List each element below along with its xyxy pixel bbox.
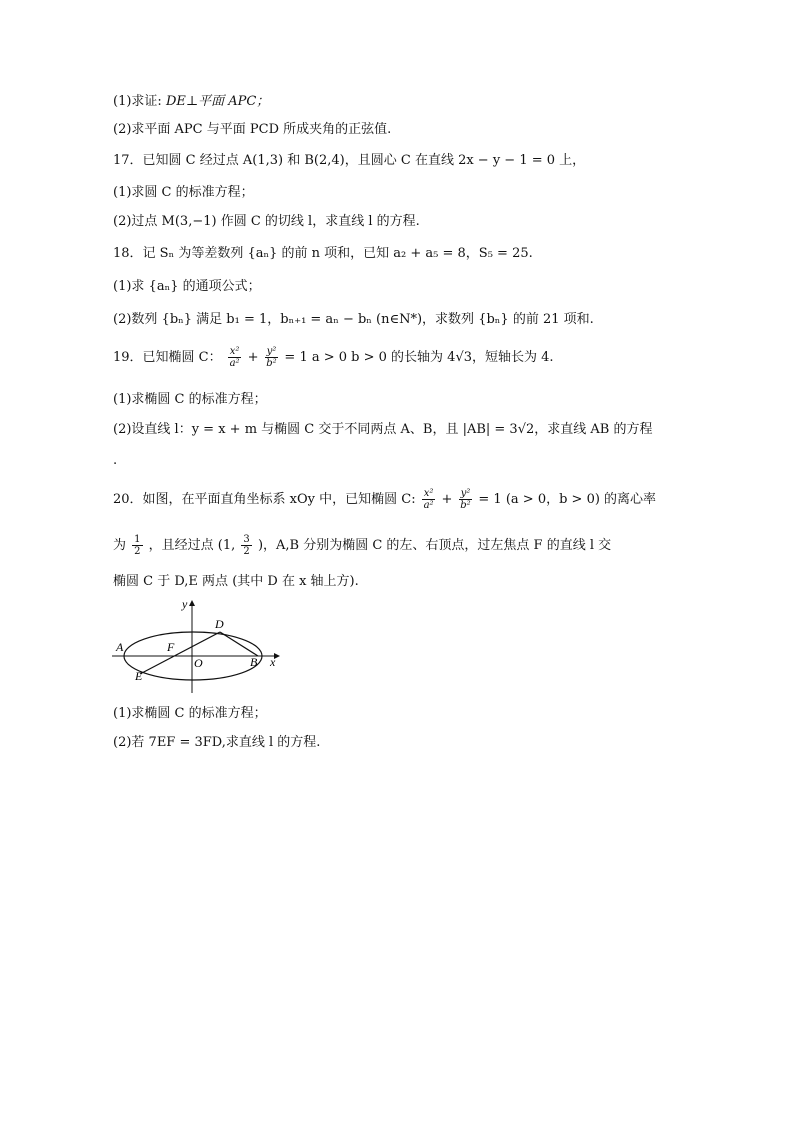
p19-stem (113, 346, 554, 369)
p20-frac-point-num: 3 (243, 534, 250, 545)
p20-stem-b: = 1 (a > 0，b > 0) 的离心率 (478, 492, 657, 507)
p16-part1-text: (1)求证: (113, 94, 162, 109)
p20-frac-y-den: b² (460, 500, 471, 511)
p20-frac-half (132, 534, 142, 557)
p20-frac-x-den: a² (423, 500, 434, 511)
label-a: A (116, 640, 124, 654)
label-b: B (250, 655, 258, 669)
label-f: F (167, 640, 175, 654)
p18-part2: (2)数列 {bₙ} 满足 b₁ = 1，bₙ₊₁ = aₙ − bₙ (n∈N*)，求数列 {bₙ} 的前 21 项和. (113, 312, 594, 327)
p20-frac-x (422, 488, 436, 511)
label-e: E (135, 669, 143, 683)
p19-part2: (2)设直线 l：y = x + m 与椭圆 C 交于不同两点 A、B，且 |AB| = 3√2，求直线 AB 的方程 (113, 422, 653, 437)
p19-frac-y (265, 346, 279, 369)
y-axis-arrow (189, 600, 195, 606)
p20-part1: (1)求椭圆 C 的标准方程； (113, 706, 267, 721)
p20-line2-a: 为 (113, 538, 127, 553)
p20-line3: 椭圆 C 于 D,E 两点 (其中 D 在 x 轴上方). (113, 574, 359, 589)
p20-line2-c: )，A,B 分别为椭圆 C 的左、右顶点，过左焦点 F 的直线 l 交 (257, 538, 612, 553)
p20-plus: + (441, 492, 453, 507)
label-d: D (215, 617, 224, 631)
label-o: O (194, 656, 203, 670)
line-l (140, 632, 220, 674)
p20-frac-point (241, 534, 251, 557)
p19-frac-y-num: y² (266, 346, 277, 357)
p19-frac-x-num: x² (229, 346, 240, 357)
p16-part2: (2)求平面 APC 与平面 PCD 所成夹角的正弦值. (113, 122, 392, 137)
p18-part1: (1)求 {aₙ} 的通项公式； (113, 279, 261, 294)
label-x: x (270, 655, 276, 669)
p20-frac-y-num: y² (460, 488, 471, 499)
p19-frac-x-den: a² (229, 358, 240, 369)
p17-stem: 17．已知圆 C 经过点 A(1,3) 和 B(2,4)，且圆心 C 在直线 2x − y − 1 = 0 上， (113, 153, 586, 168)
p19-frac-x (228, 346, 242, 369)
p19-stem-a: 19．已知椭圆 C： (113, 350, 222, 365)
p20-stem-a: 20．如图，在平面直角坐标系 xOy 中，已知椭圆 C: (113, 492, 416, 507)
p19-frac-y-den: b² (266, 358, 277, 369)
p20-frac-x-num: x² (423, 488, 434, 499)
p16-part1-math: DE⊥平面 APC； (165, 94, 270, 109)
p20-part2: (2)若 7EF = 3FD,求直线 l 的方程. (113, 735, 321, 750)
p19-plus: + (247, 350, 259, 365)
label-y: y (182, 600, 188, 611)
p20-line2-b: ，且经过点 (1, (148, 538, 236, 553)
p18-stem: 18．记 Sₙ 为等差数列 {aₙ} 的前 n 项和，已知 a₂ + a₅ = 8，S₅ = 25. (113, 246, 533, 261)
p19-stem-b: = 1 a > 0 b > 0 的长轴为 4√3，短轴长为 4. (284, 350, 554, 365)
p20-stem (113, 488, 656, 511)
p20-frac-half-den: 2 (134, 546, 141, 557)
p19-part2-end: . (113, 453, 118, 468)
p20-frac-half-num: 1 (134, 534, 141, 545)
p17-part1: (1)求圆 C 的标准方程； (113, 185, 254, 200)
p20-frac-y (459, 488, 473, 511)
p19-part1: (1)求椭圆 C 的标准方程； (113, 392, 267, 407)
p20-line2 (113, 534, 611, 557)
p20-frac-point-den: 2 (243, 546, 250, 557)
ellipse-diagram (112, 600, 282, 695)
p16-part1 (113, 93, 269, 111)
p17-part2: (2)过点 M(3,−1) 作圆 C 的切线 l，求直线 l 的方程. (113, 214, 420, 229)
